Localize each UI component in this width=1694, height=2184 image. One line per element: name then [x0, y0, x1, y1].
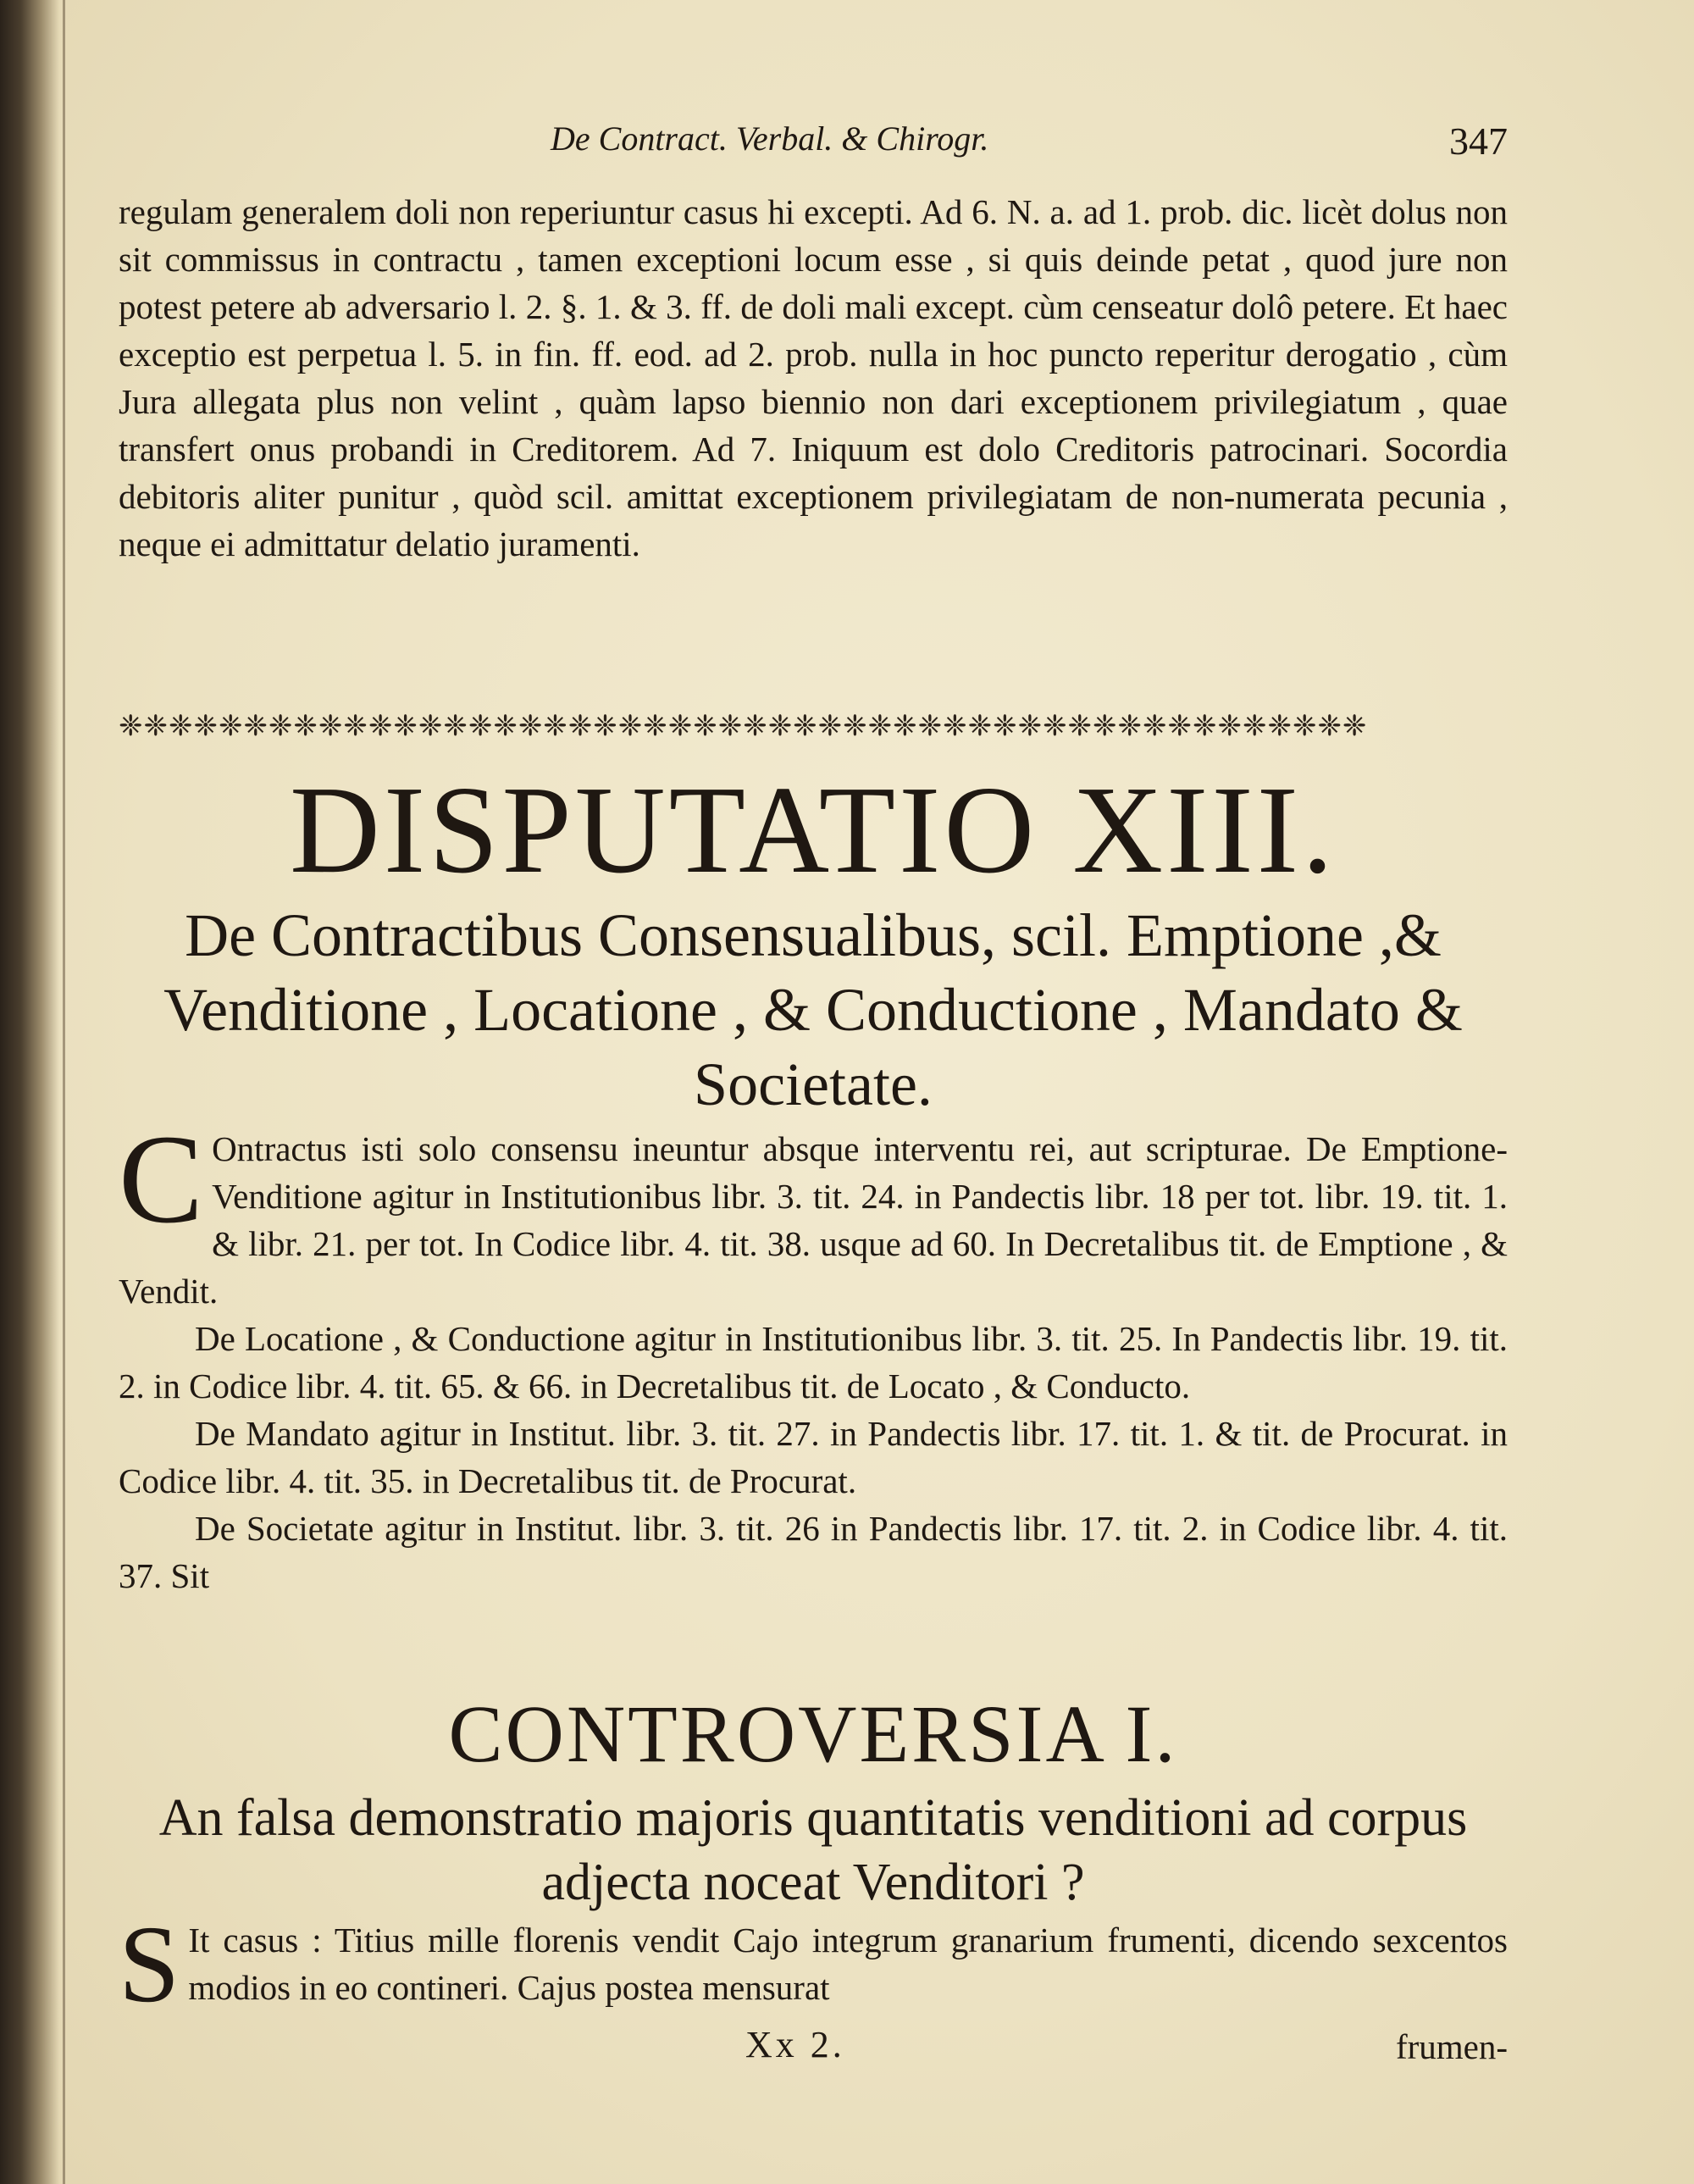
catchword: frumen-: [1395, 2027, 1508, 2066]
societate-paragraph: De Societate agitur in Institut. libr. 3. tit. 26 in Pandectis libr. 17. tit. 2. in Codice libr. 4. tit. 37. Sit: [119, 1509, 1508, 1595]
contractus-paragraph: Ontractus isti solo consensu ineuntur absque interventu rei, aut scripturae. De Emptione-Venditione agitur in Institutionibus libr. 3. tit. 24. in Pandectis libr. 18 per tot. libr. 19. tit. 1. & libr. 21. per tot. In Codice libr. 4. tit. 38. usque ad 60. In Decretalibus tit. de Emptione , & Vendit.: [119, 1129, 1508, 1311]
controversia-body: [119, 1904, 1508, 2026]
running-head: [119, 119, 1508, 169]
disputatio-title: DISPUTATIO XIII.: [289, 761, 1337, 900]
book-gutter: [0, 0, 59, 2184]
casus-paragraph: It casus : Titius mille florenis vendit Cajo integrum granarium frumenti, dicendo sexcentos modios in eo contineri. Cajus postea mensurat: [188, 1921, 1508, 2007]
drop-cap-c: C: [119, 1109, 204, 1250]
signature-mark: Xx 2.: [745, 2024, 845, 2065]
mandato-paragraph: De Mandato agitur in Institut. libr. 3. tit. 27. in Pandectis libr. 17. tit. 1. & tit. de Procurat. in Codice libr. 4. tit. 35. in Decretalibus tit. de Procurat.: [119, 1414, 1508, 1500]
locatione-paragraph: De Locatione , & Conductione agitur in Institutionibus libr. 3. tit. 25. In Pandectis libr. 19. tit. 2. in Codice libr. 4. tit. 65. & 66. in Decretalibus tit. de Locato , & Conducto.: [119, 1319, 1508, 1405]
controversia-question: An falsa demonstratio majoris quantitatis venditioni ad corpus adjecta noceat Venditori ?: [158, 1789, 1468, 1911]
page-number: 347: [1449, 119, 1508, 163]
first-paragraph-block: [119, 188, 1508, 568]
disputatio-subtitle: De Contractibus Consensualibus, scil. Emptione ,& Venditione , Locatione , & Conductione , Mandato & Societate.: [163, 901, 1463, 1118]
ornamental-rule: ❈❈❈❈❈❈❈❈❈❈❈❈❈❈❈❈❈❈❈❈❈❈❈❈❈❈❈❈❈❈❈❈❈❈❈❈❈❈❈❈❈❈❈❈❈❈❈❈❈❈: [119, 711, 1368, 742]
controversia-title: CONTROVERSIA I.: [448, 1688, 1178, 1779]
disputatio-body: [119, 1109, 1508, 1599]
gutter-edge: [63, 0, 65, 2184]
drop-cap-s: S: [119, 1904, 180, 2026]
first-paragraph: regulam generalem doli non reperiuntur casus hi excepti. Ad 6. N. a. ad 1. prob. dic. licèt dolus non sit commissus in contractu , tamen exceptioni locum esse , si quis deinde petat , quod jure non potest petere ab adversario l. 2. §. 1. & 3. ff. de doli mali except. cùm censeatur dolô petere. Et haec exceptio est perpetua l. 5. in fin. ff. eod. ad 2. prob. nulla in hoc puncto reperitur derogatio , cùm Jura allegata plus non velint , quàm lapso biennio non dari exceptionem privilegiatum , quae transfert onus probandi in Creditorem. Ad 7. Iniquum est dolo Creditoris patrocinari. Socordia debitoris aliter punitur , quòd scil. amittat exceptionem privilegiatam de non-numerata pecunia , neque ei admittatur delatio juramenti.: [119, 192, 1508, 563]
running-head-title: De Contract. Verbal. & Chirogr.: [551, 119, 989, 158]
